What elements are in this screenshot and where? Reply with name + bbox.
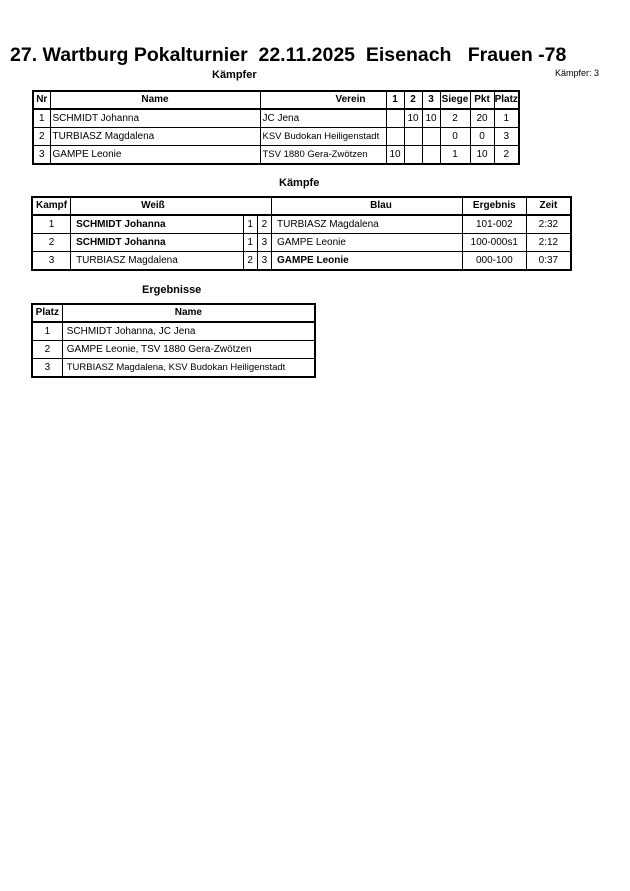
col-round-3: 3 <box>422 91 440 109</box>
col-platz: Platz <box>32 304 62 322</box>
table-row <box>32 359 315 378</box>
page-title: 27. Wartburg Pokalturnier 22.11.2025 Eisenach Frauen -78 <box>10 44 567 66</box>
cell-nr: 1 <box>33 109 50 128</box>
cell-r2: 10 <box>404 109 422 128</box>
cell-name: GAMPE Leonie <box>50 146 260 165</box>
col-weiss: Weiß <box>71 197 272 215</box>
cell-blau-nr: 3 <box>257 234 271 252</box>
cell-pkt: 10 <box>470 146 494 165</box>
cell-r1 <box>386 109 404 128</box>
table-row <box>32 234 571 252</box>
cell-name: SCHMIDT Johanna <box>50 109 260 128</box>
cell-zeit: 2:12 <box>526 234 571 252</box>
cell-platz: 3 <box>494 128 519 146</box>
cell-platz: 3 <box>32 359 62 378</box>
cell-weiss: SCHMIDT Johanna <box>71 234 244 252</box>
table-row <box>32 322 315 341</box>
cell-kampf: 2 <box>32 234 71 252</box>
cell-name: SCHMIDT Johanna, JC Jena <box>62 322 315 341</box>
cell-weiss: TURBIASZ Magdalena <box>71 252 244 271</box>
cell-name: GAMPE Leonie, TSV 1880 Gera-Zwötzen <box>62 341 315 359</box>
cell-nr: 3 <box>33 146 50 165</box>
cell-r3 <box>422 146 440 165</box>
table-row <box>33 109 519 128</box>
col-round-2: 2 <box>404 91 422 109</box>
kaempfer-table <box>32 90 520 165</box>
ergebnisse-table <box>31 303 316 378</box>
col-siege: Siege <box>440 91 470 109</box>
cell-blau: GAMPE Leonie <box>272 252 463 271</box>
col-platz: Platz <box>494 91 519 109</box>
cell-name: TURBIASZ Magdalena <box>50 128 260 146</box>
table-row <box>32 252 571 271</box>
cell-nr: 2 <box>33 128 50 146</box>
cell-siege: 1 <box>440 146 470 165</box>
cell-r2 <box>404 128 422 146</box>
col-blau: Blau <box>272 197 463 215</box>
col-ergebnis: Ergebnis <box>462 197 526 215</box>
cell-siege: 0 <box>440 128 470 146</box>
cell-verein: JC Jena <box>260 109 386 128</box>
cell-blau-nr: 2 <box>257 215 271 234</box>
cell-r1: 10 <box>386 146 404 165</box>
cell-weiss: SCHMIDT Johanna <box>71 215 244 234</box>
table-row <box>33 146 519 165</box>
col-name: Name <box>62 304 315 322</box>
kaempfer-heading: Kämpfer <box>212 69 257 81</box>
cell-platz: 2 <box>494 146 519 165</box>
cell-weiss-nr: 1 <box>243 234 257 252</box>
cell-name: TURBIASZ Magdalena, KSV Budokan Heiligenstadt <box>62 359 315 378</box>
cell-ergebnis: 000-100 <box>462 252 526 271</box>
table-row <box>32 341 315 359</box>
col-round-1: 1 <box>386 91 404 109</box>
col-kampf: Kampf <box>32 197 71 215</box>
col-zeit: Zeit <box>526 197 571 215</box>
cell-r3: 10 <box>422 109 440 128</box>
col-nr: Nr <box>33 91 50 109</box>
cell-r3 <box>422 128 440 146</box>
cell-blau: GAMPE Leonie <box>272 234 463 252</box>
cell-verein: TSV 1880 Gera-Zwötzen <box>260 146 386 165</box>
cell-kampf: 3 <box>32 252 71 271</box>
col-name: Name <box>50 91 260 109</box>
cell-pkt: 20 <box>470 109 494 128</box>
fighter-count: Kämpfer: 3 <box>554 68 599 78</box>
table-row <box>33 128 519 146</box>
kaempfe-table <box>31 196 572 271</box>
cell-platz: 1 <box>32 322 62 341</box>
ergebnisse-heading: Ergebnisse <box>142 284 202 296</box>
col-pkt: Pkt <box>470 91 494 109</box>
cell-r1 <box>386 128 404 146</box>
cell-r2 <box>404 146 422 165</box>
kaempfe-heading: Kämpfe <box>279 177 320 189</box>
cell-weiss-nr: 2 <box>243 252 257 271</box>
cell-kampf: 1 <box>32 215 71 234</box>
cell-blau: TURBIASZ Magdalena <box>272 215 463 234</box>
cell-ergebnis: 101-002 <box>462 215 526 234</box>
cell-platz: 2 <box>32 341 62 359</box>
cell-verein: KSV Budokan Heiligenstadt <box>260 128 386 146</box>
cell-ergebnis: 100-000s1 <box>462 234 526 252</box>
cell-weiss-nr: 1 <box>243 215 257 234</box>
cell-zeit: 2:32 <box>526 215 571 234</box>
col-verein: Verein <box>260 91 386 109</box>
cell-pkt: 0 <box>470 128 494 146</box>
cell-zeit: 0:37 <box>526 252 571 271</box>
cell-platz: 1 <box>494 109 519 128</box>
table-row <box>32 215 571 234</box>
cell-siege: 2 <box>440 109 470 128</box>
cell-blau-nr: 3 <box>257 252 271 271</box>
